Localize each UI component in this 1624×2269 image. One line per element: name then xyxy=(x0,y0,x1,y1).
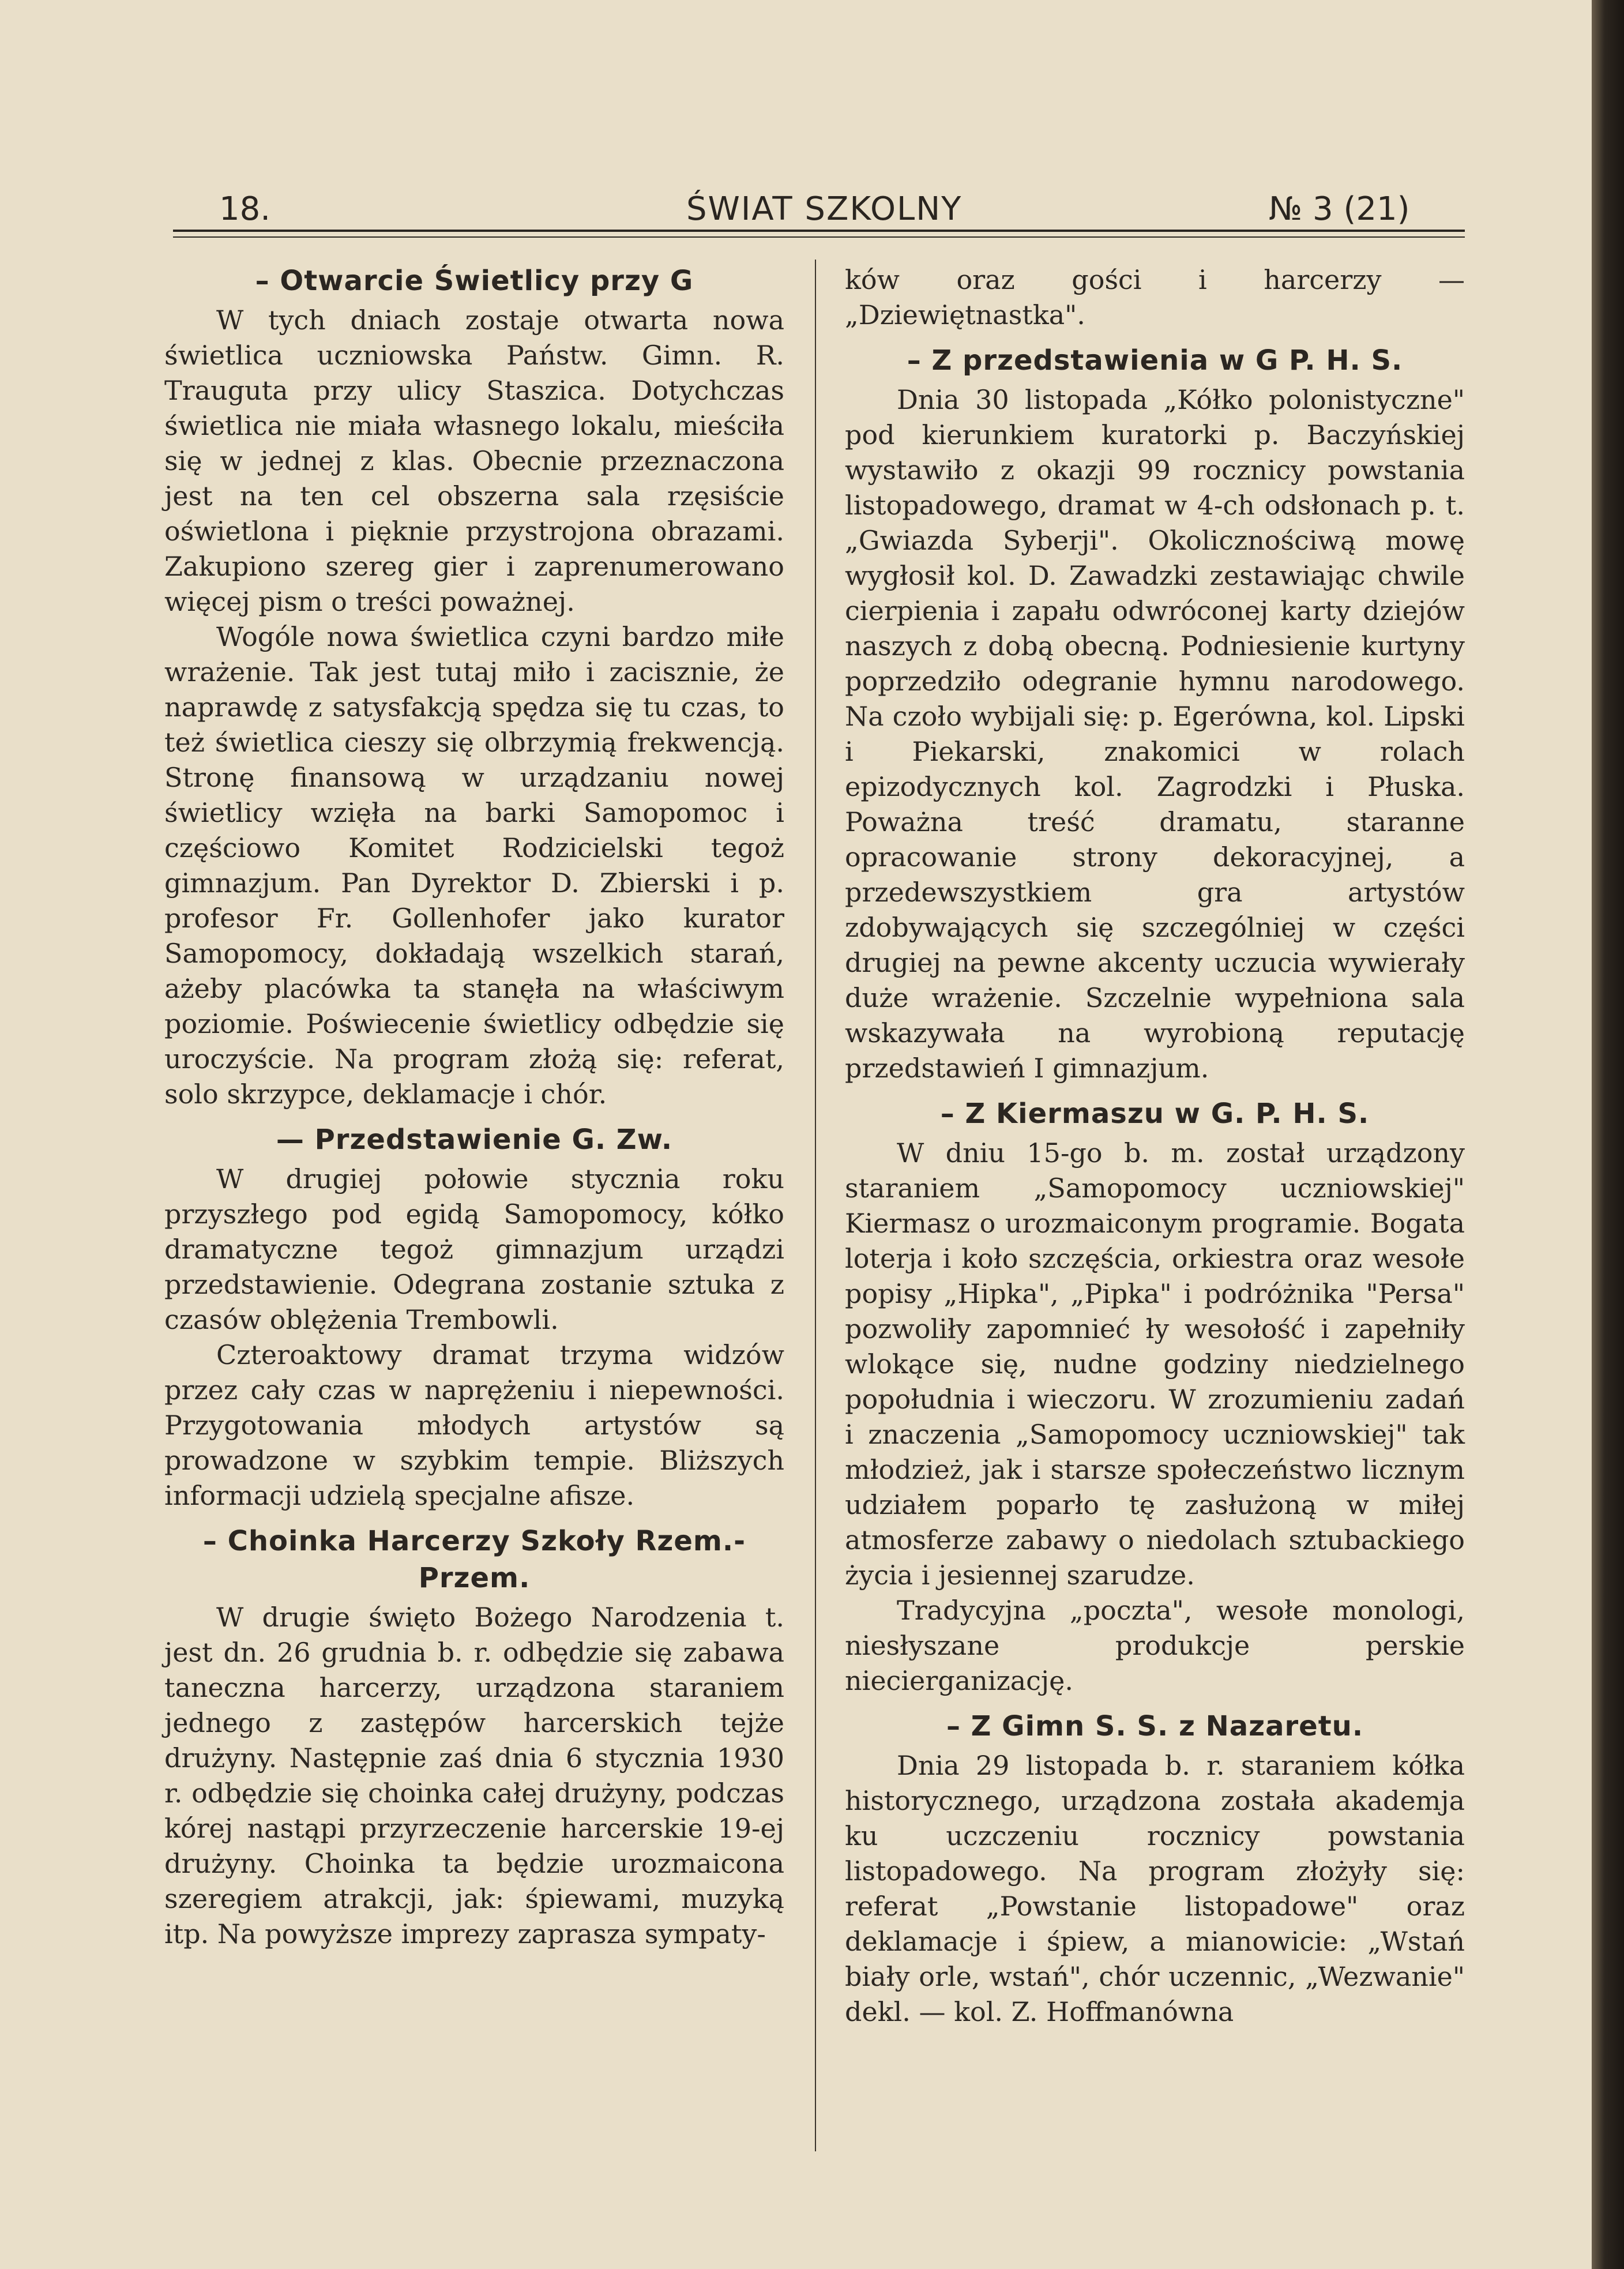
article-paragraph: Czteroaktowy dramat trzyma widzów przez cały czas w naprężeniu i niepewności. Przygotowania młodych artystów są prowadzone w szybkim tempie. Bliższych informacji udzielą specjalne afisze. xyxy=(164,1339,784,1511)
page-number: 18. xyxy=(219,190,271,228)
page-header xyxy=(173,190,1465,232)
article-heading-swietlica: – Otwarcie Świetlicy przy G xyxy=(255,265,694,297)
article-heading-nazaret: – Z Gimn S. S. z Nazaretu. xyxy=(946,1710,1364,1742)
article-paragraph: Tradycyjna „poczta", wesołe monologi, niesłyszane produkcje perskie niecierganizację. xyxy=(845,1595,1465,1696)
article-paragraph: Dnia 30 listopada „Kółko polonistyczne" pod kierunkiem kuratorki p. Baczyńskiej wystawiło z okazji 99 rocznicy powstania listopadowego, dramat w 4-ch odsłonach p. t. „Gwiazda Syberji". Okolicznościwą mowę wygłosił kol. D. Zawadzki zestawiając chwile cierpienia i zapału odwróconej karty dziejów naszych z dobą obecną. Podniesienie kurtyny poprzedziło odegranie hymnu narodowego. Na czoło wybijali się: p. Egerówna, kol. Lipski i Piekarski, znakomici w rolach epizodycznych kol. Zagrodzki i Płuska. Poważna treść dramatu, staranne opracowanie strony dekoracyjnej, a przedewszystkiem gra artystów zdobywających się szczególniej w części drugiej na pewne akcenty uczucia wywierały duże wrażenie. Szczelnie wypełniona sala wskazywała na wyrobioną reputację przedstawień I gimnazjum. xyxy=(845,384,1465,1084)
article-paragraph: Wogóle nowa świetlica czyni bardzo miłe wrażenie. Tak jest tutaj miło i zacisznie, że naprawdę z satysfakcją spędza się tu czas, to też świetlica cieszy się olbrzymią frekwencją. Stronę finansową w urządzaniu nowej świetlicy wzięła na barki Samopomoc i częściowo Komitet Rodzicielski tegoż gimnazjum. Pan Dyrektor D. Zbierski i p. profesor Fr. Gollenhofer jako kurator Samopomocy, dokładają wszelkich starań, ażeby placówka ta stanęła na właściwym poziomie. Poświecenie świetlicy odbędzie się uroczyście. Na program złożą się: referat, solo skrzypce, deklamacje i chór. xyxy=(164,621,784,1110)
issue-number: № 3 (21) xyxy=(1269,190,1410,228)
left-column xyxy=(164,262,784,1952)
article-paragraph: W drugie święto Bożego Narodzenia t. jest dn. 26 grudnia b. r. odbędzie się zabawa taneczna harcerzy, urządzona staraniem jednego z zastępów harcerskich tejże drużyny. Następnie zaś dnia 6 stycznia 1930 r. odbędzie się choinka całej drużyny, podczas kórej nastąpi przyrzeczenie harcerskie 19-ej drużyny. Choinka ta będzie urozmaicona szeregiem atrakcji, jak: śpiewami, muzyką itp. Na powyższe imprezy zaprasza sympaty- xyxy=(164,1602,784,1949)
article-heading-przedstawienie: — Przedstawienie G. Zw. xyxy=(276,1124,673,1156)
header-rule-thin xyxy=(173,236,1465,238)
article-heading-kiermasz: – Z Kiermaszu w G. P. H. S. xyxy=(940,1098,1370,1130)
article-heading-z-przedstawienia: – Z przedstawienia w G P. H. S. xyxy=(907,344,1403,377)
article-paragraph: W dniu 15-go b. m. został urządzony staraniem „Samopomocy uczniowskiej" Kiermasz o urozmaiconym programie. Bogata loterja i koło szczęścia, orkiestra oraz wesołe popisy „Hipka", „Pipka" i podróżnika "Persa" pozwoliły zapomnieć ły wesołość i zapełniły wlokące się, nudne godziny niedzielnego popołudnia i wieczoru. W zrozumieniu zadań i znaczenia „Samopomocy uczniowskiej" tak młodzież, jak i starsze społeczeństwo licznym udziałem poparło tę zasłużoną w miłej atmosferze zabawy o niedolach sztubackiego życia i jesiennej szarudze. xyxy=(845,1137,1465,1591)
article-paragraph: Dnia 29 listopada b. r. staraniem kółka historycznego, urządzona została akademja ku uczczeniu rocznicy powstania listopadowego. Na program złożyły się: referat „Powstanie listopadowe" oraz deklamacje i śpiew, a mianowicie: „Wstań biały orle, wstań", chór uczennic, „Wezwanie" dekl. — kol. Z. Hoffmanówna xyxy=(845,1750,1465,2027)
article-heading-choinka: – Choinka Harcerzy Szkoły Rzem.-Przem. xyxy=(202,1525,746,1594)
page-edge xyxy=(1592,0,1624,2269)
column-divider xyxy=(815,260,816,2151)
header-rule xyxy=(173,230,1465,232)
right-column xyxy=(845,262,1465,2030)
article-continuation: ków oraz gości i harcerzy — „Dziewiętnastka". xyxy=(845,264,1465,330)
publication-title: ŚWIAT SZKOLNY xyxy=(686,190,963,228)
article-paragraph: W drugiej połowie stycznia roku przyszłego pod egidą Samopomocy, kółko dramatyczne tegoż gimnazjum urządzi przedstawienie. Odegrana zostanie sztuka z czasów oblężenia Trembowli. xyxy=(164,1163,784,1335)
article-paragraph: W tych dniach zostaje otwarta nowa świetlica uczniowska Państw. Gimn. R. Trauguta przy ulicy Staszica. Dotychczas świetlica nie miała własnego lokalu, mieściła się w jednej z klas. Obecnie przeznaczona jest na ten cel obszerna sala rzęsiście oświetlona i pięknie przystrojona obrazami. Zakupiono szereg gier i zaprenumerowano więcej pism o treści poważnej. xyxy=(164,305,784,617)
